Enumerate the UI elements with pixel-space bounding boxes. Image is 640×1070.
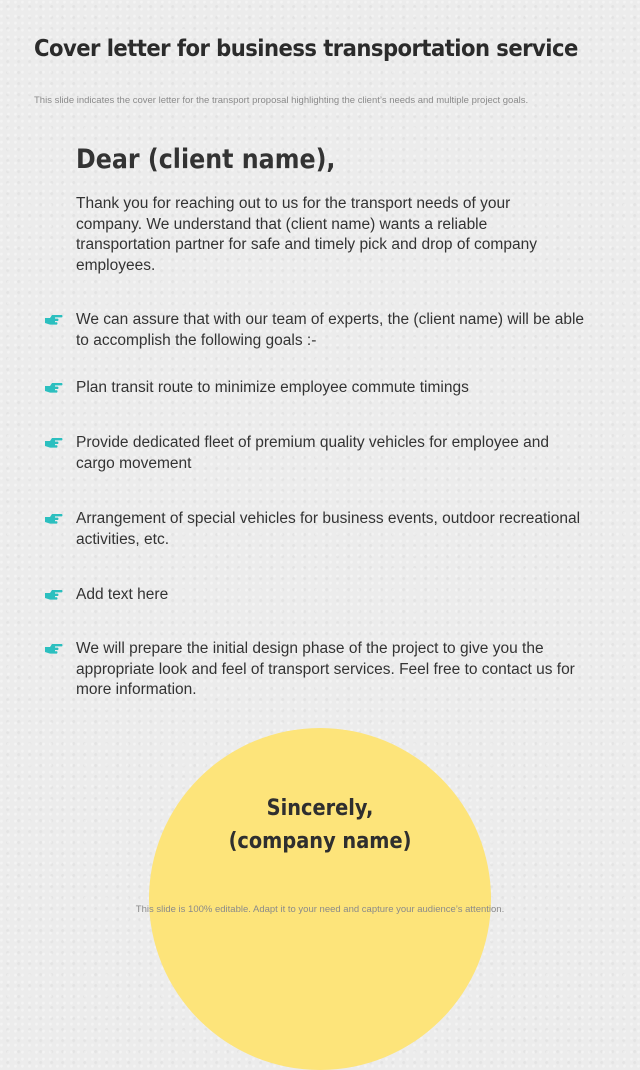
bullet-item [44, 585, 604, 606]
pointing-hand-icon [44, 509, 76, 526]
pointing-hand-icon [44, 310, 76, 327]
salutation: Dear (client name), [76, 144, 336, 175]
slide-subtitle: This slide indicates the cover letter for the transport proposal highlighting the client’s needs and multiple project goals. [34, 95, 529, 106]
bullet-item [44, 509, 604, 550]
closing-semicircle [149, 728, 491, 1070]
bullet-item [44, 639, 604, 701]
bullet-text: We can assure that with our team of experts, the (client name) will be able to accomplish the following goals :- [76, 311, 585, 349]
bullet-text: Add text here [76, 586, 169, 603]
intro-paragraph: Thank you for reaching out to us for the transport needs of your company. We understand that (client name) wants a reliable transportation partner for safe and timely pick and drop of company employees. [76, 195, 537, 274]
bullet-item [44, 433, 604, 474]
bullet-text: Plan transit route to minimize employee commute timings [76, 379, 469, 396]
closing-text: Sincerely, [266, 796, 374, 821]
pointing-hand-icon [44, 378, 76, 395]
slide-title: Cover letter for business transportation service [34, 36, 578, 62]
bullet-item [44, 310, 604, 351]
bullet-text: Arrangement of special vehicles for business events, outdoor recreational activities, etc. [76, 510, 581, 548]
bullet-text: We will prepare the initial design phase of the project to give you the appropriate look and feel of transport services. Feel free to contact us for more information. [76, 640, 575, 698]
pointing-hand-icon [44, 433, 76, 450]
bullet-text: Provide dedicated fleet of premium quality vehicles for employee and cargo movement [76, 434, 550, 472]
bullet-item [44, 378, 604, 399]
footer-note: This slide is 100% editable. Adapt it to your need and capture your audience’s attention. [135, 904, 505, 915]
pointing-hand-icon [44, 639, 76, 656]
signature-text: (company name) [228, 829, 412, 854]
pointing-hand-icon [44, 585, 76, 602]
